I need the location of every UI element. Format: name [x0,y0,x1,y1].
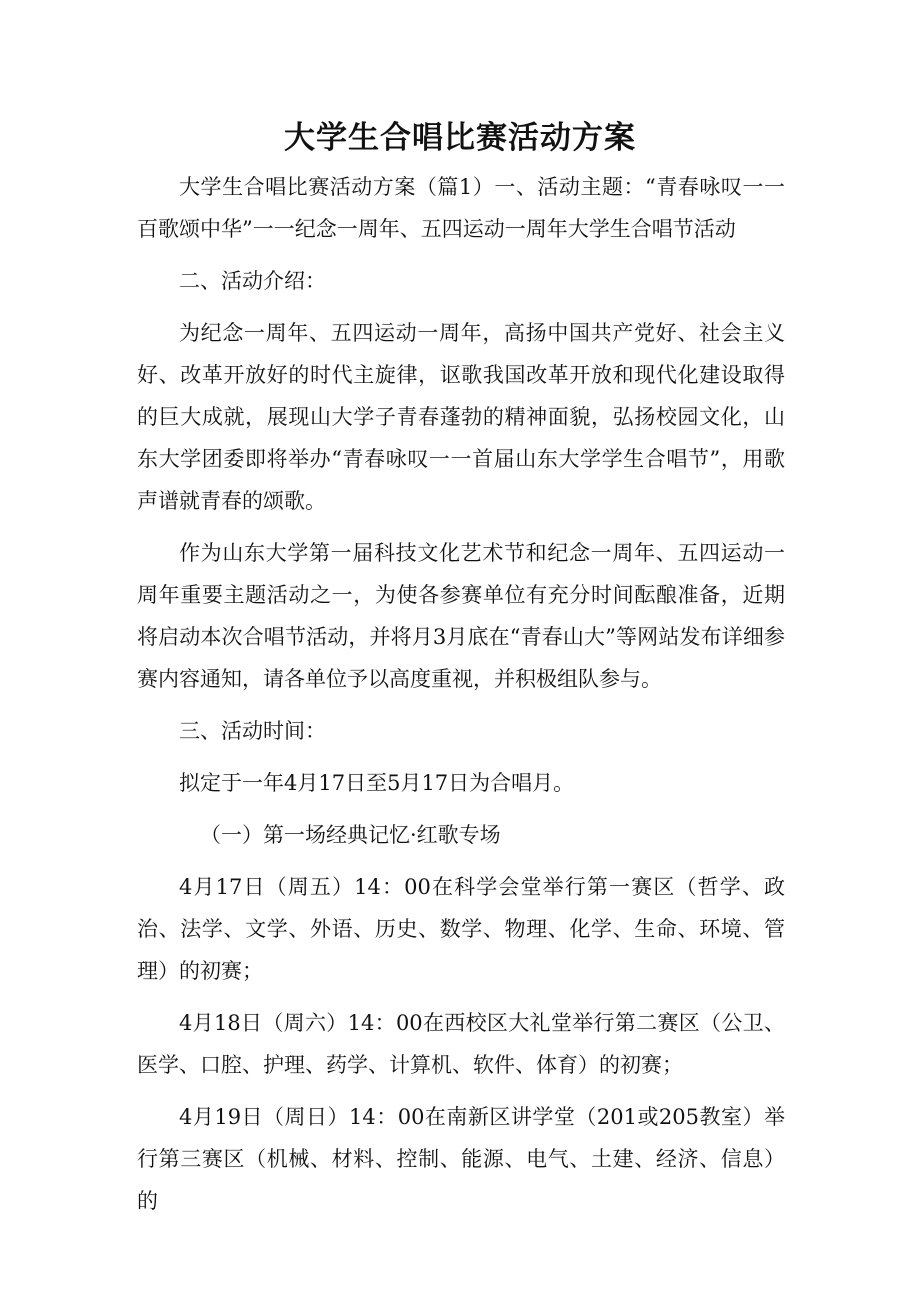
document-body [137,166,785,1232]
section-three-heading: 三、活动时间： [179,719,326,743]
schedule-summary: 拟定于一年4月17日至5月17日为合唱月。 [179,771,575,795]
introduction-paragraph-2: 作为山东大学第一届科技文化艺术节和纪念一周年、五四运动一周年重要主题活动之一，为使各参赛单位有充分时间酝酿准备，近期将启动本次合唱节活动，并将月3月底在“青春山大”等网站发布详细参赛内容通知，请各单位予以高度重视，并积极组队参与。 [137,541,785,691]
subsection-one-heading: （一）第一场经典记忆·红歌专场 [200,823,501,847]
schedule-april-19: 4月19日（周日）14：00在南新区讲学堂（201或205教室）举行第三赛区（机械、材料、控制、能源、电气、土建、经济、信息）的 [137,1105,785,1213]
schedule-april-17: 4月17日（周五）14：00在科学会堂举行第一赛区（哲学、政治、法学、文学、外语、历史、数学、物理、化学、生命、环境、管理）的初赛； [137,875,785,983]
introduction-paragraph-1: 为纪念一周年、五四运动一周年，高扬中国共产党好、社会主义好、改革开放好的时代主旋律，讴歌我国改革开放和现代化建设取得的巨大成就，展现山大学子青春蓬勃的精神面貌，弘扬校园文化，山东大学团委即将举办“青春咏叹一一首届山东大学学生合唱节”，用歌声谱就青春的颂歌。 [137,321,785,513]
schedule-april-18: 4月18日（周六）14：00在西校区大礼堂举行第二赛区（公卫、医学、口腔、护理、药学、计算机、软件、体育）的初赛； [137,1011,785,1077]
section-two-heading: 二、活动介绍： [179,269,326,293]
intro-theme-paragraph: 大学生合唱比赛活动方案（篇1）一、活动主题：“青春咏叹一一百歌颂中华”一一纪念一周年、五四运动一周年大学生合唱节活动 [137,175,785,241]
document-title: 大学生合唱比赛活动方案 [284,120,636,156]
